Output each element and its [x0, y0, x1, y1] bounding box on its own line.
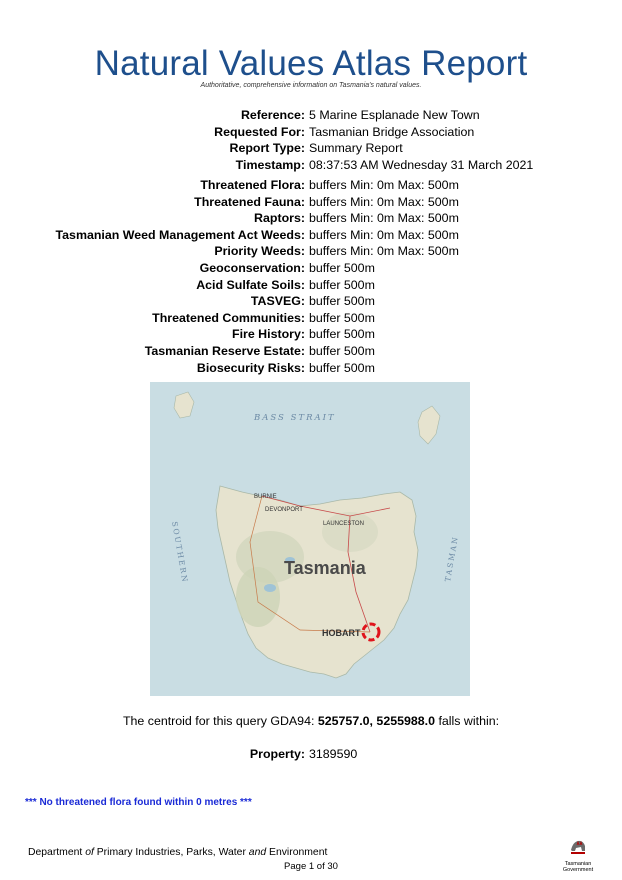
- property-value: 3189590: [309, 747, 358, 761]
- buffer-value: buffer 500m: [309, 294, 375, 309]
- buffer-value: buffers Min: 0m Max: 500m: [309, 244, 459, 259]
- tasmanian-government-logo: [558, 836, 598, 876]
- buffer-row: [0, 343, 622, 360]
- page-number: Page 1 of 30: [284, 861, 338, 872]
- buffer-row: [0, 243, 622, 260]
- buffer-value: buffers Min: 0m Max: 500m: [309, 178, 459, 192]
- tasmanian-tiger-icon: [567, 836, 589, 856]
- dept-text: Department: [28, 847, 86, 858]
- info-row-requested-for: [0, 124, 622, 141]
- centroid-suffix: falls within:: [435, 714, 500, 728]
- southwest-shading: [236, 567, 280, 627]
- info-row-timestamp: [0, 157, 622, 174]
- info-label: Report Type:: [229, 141, 305, 156]
- buffer-value: buffers Min: 0m Max: 500m: [309, 211, 459, 226]
- label-bass-strait: BASS STRAIT: [254, 413, 336, 423]
- info-value: 08:37:53 AM Wednesday 31 March 2021: [309, 157, 534, 172]
- info-row-report-type: [0, 140, 622, 157]
- buffer-row: [0, 277, 622, 294]
- buffer-label: Geoconservation:: [199, 260, 305, 275]
- tasmania-map: [150, 382, 470, 696]
- label-burnie: BURNIE: [254, 494, 277, 500]
- report-subtitle: Authoritative, comprehensive information on Tasmania's natural values.: [200, 82, 422, 89]
- info-value: 5 Marine Esplanade New Town: [309, 108, 480, 122]
- buffer-label: Raptors:: [254, 211, 305, 226]
- info-value: Tasmanian Bridge Association: [309, 124, 475, 139]
- info-row-reference: [0, 107, 622, 124]
- buffer-label: Threatened Fauna:: [194, 194, 305, 209]
- centroid-coordinates: 525757.0, 5255988.0: [317, 714, 435, 728]
- info-label: Reference:: [240, 108, 305, 122]
- centroid-prefix: The centroid for this query GDA94:: [122, 714, 318, 728]
- footer-department: [28, 847, 327, 858]
- map-graphic: [150, 382, 470, 696]
- buffer-row: [0, 260, 622, 277]
- flora-notice: *** No threatened flora found within 0 metres ***: [25, 797, 252, 808]
- lake: [264, 584, 276, 592]
- label-devonport: DEVONPORT: [265, 507, 303, 513]
- buffer-list: [0, 177, 622, 376]
- buffer-label: Tasmanian Weed Management Act Weeds:: [55, 227, 305, 242]
- dept-text-italic: and: [248, 847, 267, 858]
- buffer-row: [0, 293, 622, 310]
- property-label: Property:: [249, 747, 305, 761]
- dept-text-italic: of: [85, 847, 94, 858]
- buffer-label: Threatened Flora:: [200, 178, 305, 192]
- buffer-value: buffer 500m: [309, 360, 375, 375]
- dept-text: Environment: [266, 847, 328, 858]
- buffer-row: [0, 326, 622, 343]
- buffer-value: buffer 500m: [309, 343, 375, 358]
- report-info-list: [0, 107, 622, 173]
- buffer-value: buffer 500m: [309, 327, 375, 342]
- buffer-row: [0, 360, 622, 377]
- buffer-row: [0, 210, 622, 227]
- label-tasmania: Tasmania: [284, 558, 366, 578]
- buffer-row: [0, 227, 622, 244]
- info-value: Summary Report: [309, 141, 403, 156]
- buffer-label: Threatened Communities:: [152, 310, 305, 325]
- buffer-label: Biosecurity Risks:: [196, 360, 305, 375]
- buffer-label: Acid Sulfate Soils:: [196, 277, 305, 292]
- report-title: Natural Values Atlas Report: [94, 44, 528, 83]
- buffer-row: [0, 310, 622, 327]
- label-tasman-sea: TASMAN: [443, 534, 461, 583]
- buffer-value: buffers Min: 0m Max: 500m: [309, 227, 459, 242]
- buffer-value: buffer 500m: [309, 310, 375, 325]
- buffer-value: buffer 500m: [309, 260, 375, 275]
- centroid-text: [0, 714, 622, 728]
- buffer-label: TASVEG:: [250, 294, 305, 309]
- buffer-row: [0, 177, 622, 194]
- buffer-label: Tasmanian Reserve Estate:: [144, 343, 305, 358]
- buffer-label: Fire History:: [232, 327, 305, 342]
- label-launceston: LAUNCESTON: [323, 521, 364, 527]
- info-label: Timestamp:: [235, 157, 305, 172]
- buffer-label: Priority Weeds:: [214, 244, 305, 259]
- buffer-value: buffers Min: 0m Max: 500m: [309, 194, 459, 209]
- buffer-value: buffer 500m: [309, 277, 375, 292]
- label-southern-ocean: SOUTHERN: [170, 520, 190, 585]
- info-label: Requested For:: [214, 124, 305, 139]
- label-hobart: HOBART: [322, 628, 361, 638]
- dept-text: Primary Industries, Parks, Water: [93, 847, 249, 858]
- logo-text-line2: Government: [562, 867, 594, 873]
- property-row: [0, 747, 622, 761]
- logo-text-line1: Tasmanian: [564, 861, 592, 867]
- buffer-row: [0, 194, 622, 211]
